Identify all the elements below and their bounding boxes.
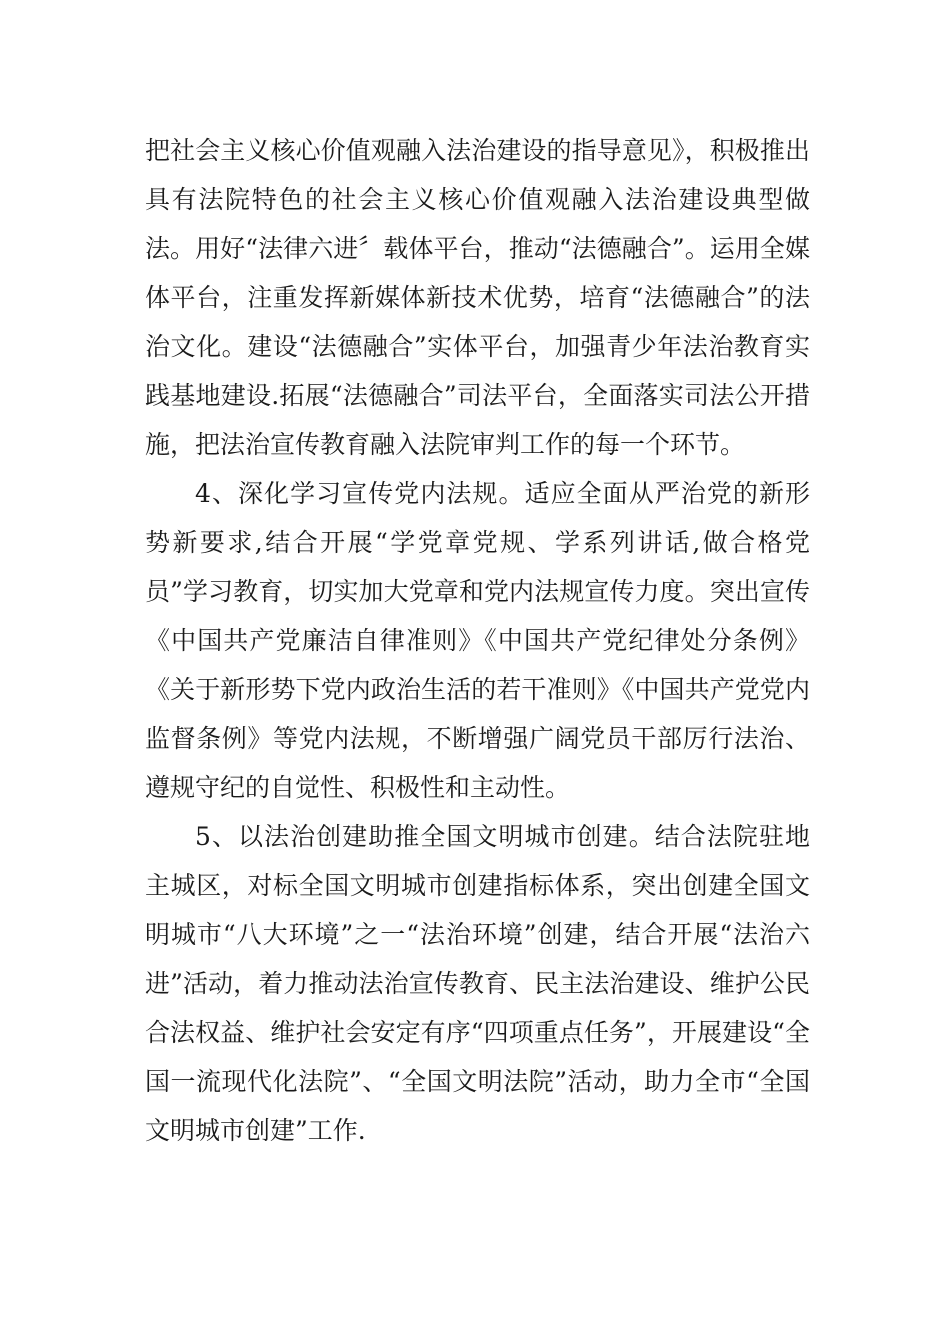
paragraph-item-5: 5、以法治创建助推全国文明城市创建。结合法院驻地主城区，对标全国文明城市创建指标体系，突出创建全国文明城市“八大环境”之一“法治环境”创建，结合开展“法治六进”活动，着力推动法治宣传教育、民主法治建设、维护公民合法权益、维护社会安定有序“四项重点任务”，开展建设“全国一流现代化法院”、“全国文明法院”活动，助力全市“全国文明城市创建”工作.: [145, 822, 810, 1145]
paragraph-continuation: 把社会主义核心价值观融入法治建设的指导意见》，积极推出具有法院特色的社会主义核心价值观融入法治建设典型做法。用好“法律六进〞载体平台，推动“法德融合”。运用全媒体平台，注重发挥新媒体新技术优势，培育“法德融合”的法治文化。建设“法德融合”实体平台，加强青少年法治教育实践基地建设.拓展“法德融合”司法平台，全面落实司法公开措施，把法治宣传教育融入法院审判工作的每一个环节。: [145, 136, 810, 459]
document-body: [145, 126, 810, 1155]
paragraph-item-4: 4、深化学习宣传党内法规。适应全面从严治党的新形势新要求,结合开展“学党章党规、学系列讲话,做合格党员”学习教育，切实加大党章和党内法规宣传力度。突出宣传《中国共产党廉洁自律准则》《中国共产党纪律处分条例》《关于新形势下党内政治生活的若干准则》《中国共产党党内监督条例》等党内法规，不断增强广阔党员干部厉行法治、遵规守纪的自觉性、积极性和主动性。: [145, 479, 810, 802]
